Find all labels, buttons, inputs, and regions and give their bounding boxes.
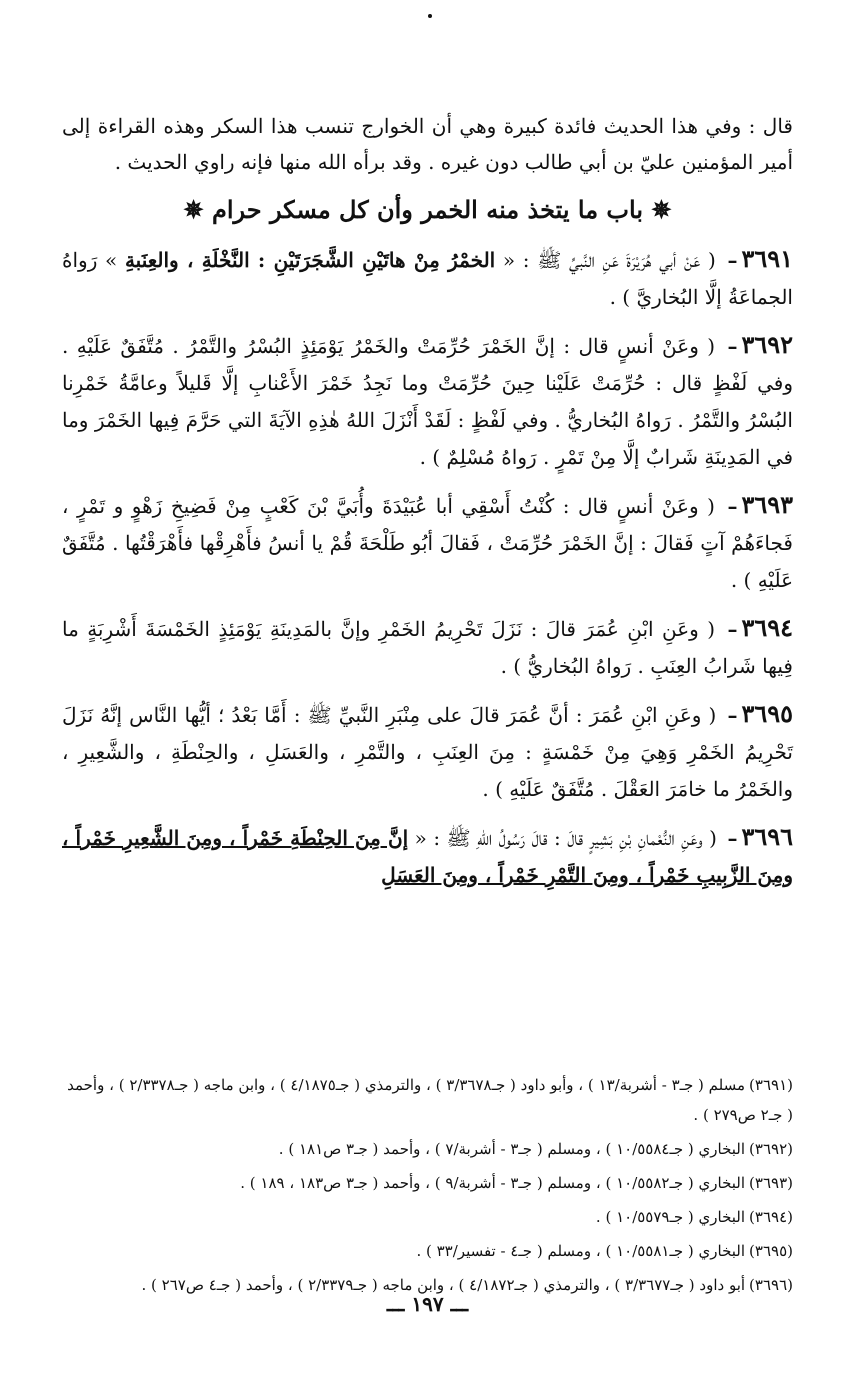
- footnote-text: مسلم ( جـ٣ - أشربة/١٣ ) ، وأبو داود ( جـ٣/٣٦٧٨ ) ، والترمذي ( جـ٤/١٨٧٥ ) ، وابن ماجه ( جـ٢/٣٣٧٨ ) ، وأحمد ( جـ٢ ص٢٧٩ ) .: [67, 1076, 793, 1124]
- hadith-list: [62, 240, 793, 904]
- hadith-number: ٣٦٩٣: [741, 490, 794, 519]
- hadith-3693: [62, 486, 793, 599]
- footnotes: [62, 1070, 793, 1304]
- footnote-text: البخاري ( جـ١٠/٥٥٨٢ ) ، ومسلم ( جـ٣ - أشربة/٩ ) ، وأحمد ( جـ٣ ص١٨٣ ، ١٨٩ ) .: [240, 1174, 746, 1192]
- footnote-text: البخاري ( جـ١٠/٥٥٨٤ ) ، ومسلم ( جـ٣ - أشربة/٧ ) ، وأحمد ( جـ٣ ص١٨١ ) .: [278, 1140, 746, 1158]
- hadith-number: ٣٦٩٦: [741, 822, 794, 851]
- hadith-text: ( عَنْ أبي هُرَيْرَةَ عَنِ النَّبيِّ ﷺ : «: [495, 248, 716, 272]
- hadith-dash: –: [727, 248, 738, 272]
- footnote-ref: (٣٦٩٣): [749, 1174, 793, 1192]
- hadith-3694: [62, 609, 793, 685]
- hadith-3696: [62, 818, 793, 894]
- intro-paragraph: قال : وفي هذا الحديث فائدة كبيرة وهي أن الخوارج تنسب هذا السكر وهذه القراءة إلى أمير المؤمنين عليّ بن أبي طالب دون غيره . وقد برأه الله منها فإنه راوي الحديث .: [62, 114, 793, 174]
- hadith-dash: –: [727, 703, 738, 727]
- footnote: [62, 1168, 793, 1198]
- hadith-text: ( وعَنِ ابْنِ عُمَرَ قالَ : نَزَلَ تَحْرِيمُ الخَمْرِ وإنَّ بالمَدِينَةِ يَوْمَئِذٍ الخَمْسَةَ أَشْرِبَةٍ ما فِيها شَرابُ العِنَبِ . رَواهُ البُخاريُّ ) .: [62, 617, 793, 678]
- hadith-dash: –: [727, 617, 738, 641]
- hadith-3695: [62, 695, 793, 808]
- footnote-ref: (٣٦٩١): [749, 1076, 793, 1094]
- book-page: [62, 0, 793, 1373]
- footnote: [62, 1236, 793, 1266]
- hadith-3691: [62, 240, 793, 316]
- footnote-text: أبو داود ( جـ٣/٣٦٧٧ ) ، والترمذي ( جـ٤/١٨٧٢ ) ، وابن ماجه ( جـ٢/٣٣٧٩ ) ، وأحمد ( جـ٤ ص٢٦٧ ) .: [141, 1276, 746, 1294]
- page-number: ـــ ١٩٧ ـــ: [386, 1292, 469, 1316]
- hadith-quote: الخمْرُ مِنْ هاتَيْنِ الشَّجَرَتَيْنِ : النَّخْلَةِ ، والعِنَبةِ: [124, 248, 496, 272]
- hadith-dash: –: [727, 494, 738, 518]
- hadith-text: ( وعَنِ ابْنِ عُمَرَ : أنَّ عُمَرَ قالَ على مِنْبَرِ النَّبيِّ ﷺ : أَمَّا بَعْدُ ؛ أيُّها النَّاس إنَّهُ نَزَلَ تَحْرِيمُ الخَمْرِ وَهِيَ مِنْ خَمْسَةٍ : مِنَ العِنَبِ ، والتَّمْرِ ، والعَسَلِ ، والحِنْطَةِ ، والشَّعِيرِ ، والخَمْرُ ما خامَرَ العَقْلَ . مُتَّفَقٌ عَلَيْهِ ) .: [62, 703, 793, 801]
- footnote: [62, 1134, 793, 1164]
- hadith-text: ( وعَنْ أنسٍ قال : كُنْتُ أَسْقِي أبا عُبَيْدَةَ وأُبَيَّ بْنَ كَعْبٍ مِنْ فَضِيخِ زَهْوٍ و تَمْرٍ ، فَجاءَهُمْ آتٍ فَقالَ : إنَّ الخَمْرَ حُرِّمَتْ ، فَقالَ أبُو طَلْحَةَ قُمْ يا أنسُ فأَهْرِقْها فأَهْرَقْتُها . مُتَّفَقٌ عَلَيْهِ ) .: [62, 494, 793, 592]
- top-dot-mark: [428, 14, 432, 18]
- footnote-text: البخاري ( جـ١٠/٥٥٨١ ) ، ومسلم ( جـ٤ - تفسير/٣٣ ) .: [416, 1242, 746, 1260]
- footnote: [62, 1070, 793, 1130]
- footnote-ref: (٣٦٩٦): [749, 1276, 793, 1294]
- footnote-ref: (٣٦٩٤): [749, 1208, 793, 1226]
- footnote-ref: (٣٦٩٥): [749, 1242, 793, 1260]
- hadith-text: ( وعَنِ النُّعْمانِ بْنِ بَشِيرٍ قالَ : قالَ رَسُولُ اللهِ ﷺ : «: [408, 826, 717, 850]
- footnote: [62, 1202, 793, 1232]
- hadith-number: ٣٦٩٥: [741, 699, 793, 728]
- hadith-text: » رَواهُ الجماعَةُ إلَّا البُخاريَّ ) .: [62, 248, 793, 309]
- hadith-quote: إنَّ مِنَ الحِنْطَةِ خَمْراً ، ومِنَ الشَّعِيرِ خَمْراً ، ومِنَ الزَّبِيبِ خَمْراً ، ومِنَ التَّمْرِ خَمْراً ، ومِنَ العَسَلِ: [62, 826, 793, 887]
- hadith-3692: [62, 326, 793, 476]
- hadith-number: ٣٦٩١: [741, 244, 793, 273]
- chapter-title: ✵ باب ما يتخذ منه الخمر وأن كل مسكر حرام ✵: [183, 195, 672, 224]
- hadith-text: ( وعَنْ أنسٍ قال : إنَّ الخَمْرَ حُرِّمَتْ والخَمْرُ يَوْمَئِذٍ البُسْرُ والتَّمْرُ . مُتَّفَقٌ عَلَيْهِ . وفي لَفْظٍ قال : حُرِّمَتْ عَلَيْنا حِينَ حُرِّمَتْ وما نَجِدُ خَمْرَ الأَعْنابِ إلَّا قَليلاً وعامَّةُ خَمْرِنا البُسْرُ والتَّمْرُ . رَواهُ البُخاريُّ . وفي لَفْظٍ : لَقَدْ أَنْزَلَ اللهُ هٰذِهِ الآيَةَ التي حَرَّمَ فِيها الخَمْرَ وما في المَدِينَةِ شَرابٌ إلَّا مِنْ تَمْرٍ . رَواهُ مُسْلِمٌ ) .: [62, 334, 793, 469]
- hadith-dash: –: [727, 334, 738, 358]
- hadith-number: ٣٦٩٤: [741, 613, 793, 642]
- hadith-number: ٣٦٩٢: [741, 330, 794, 359]
- hadith-dash: –: [727, 826, 738, 850]
- footnote-ref: (٣٦٩٢): [749, 1140, 793, 1158]
- footnote-text: البخاري ( جـ١٠/٥٥٧٩ ) .: [595, 1208, 746, 1226]
